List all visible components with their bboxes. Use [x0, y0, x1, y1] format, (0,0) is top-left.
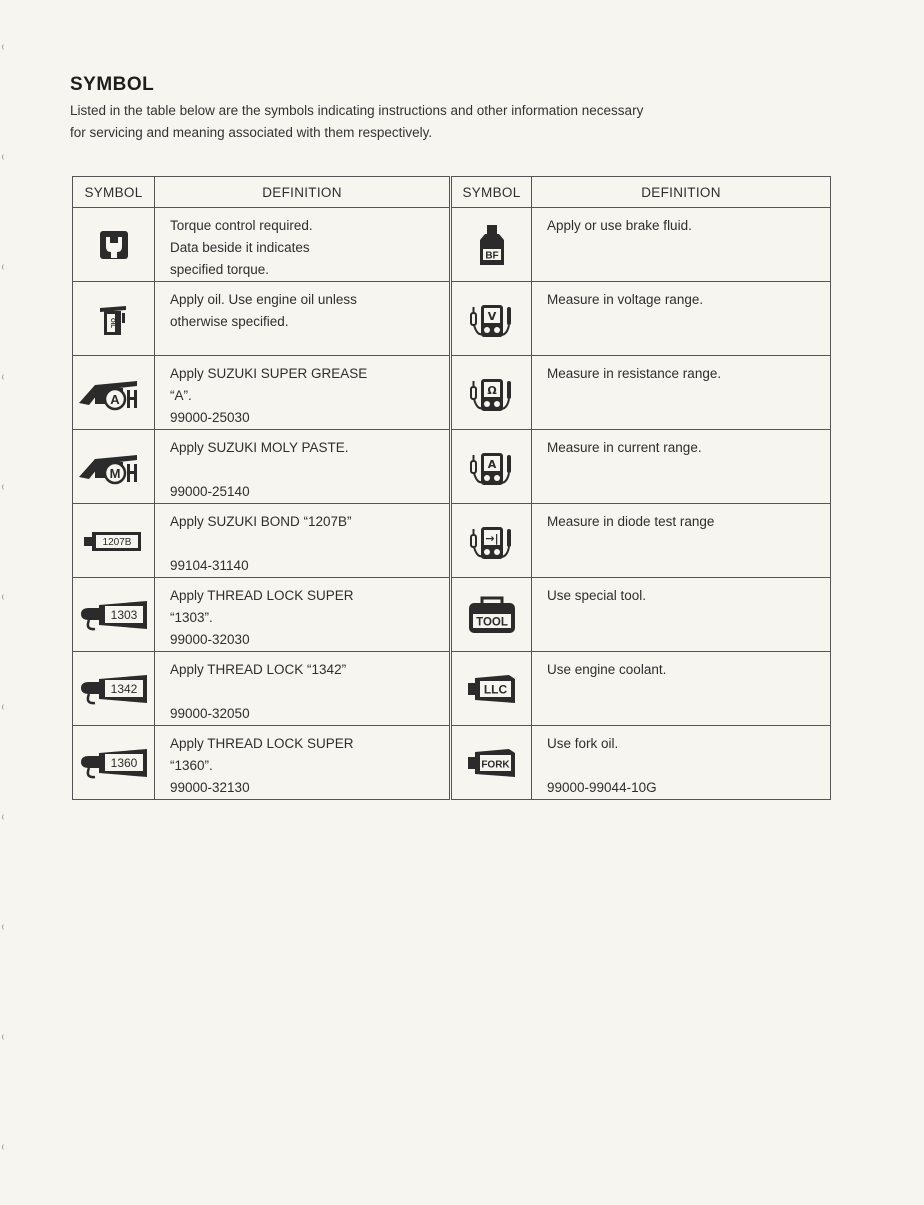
definition-cell	[532, 578, 831, 652]
symbol-cell	[451, 208, 532, 282]
binding-hole-mark	[2, 264, 7, 270]
definition-text	[532, 356, 830, 429]
definition-line: 99000-99044-10G	[547, 780, 657, 795]
definition-text	[155, 652, 449, 725]
binding-hole-mark	[2, 44, 7, 50]
definition-line	[547, 703, 830, 725]
definition-line	[547, 237, 830, 259]
binding-hole-mark	[2, 924, 7, 930]
definition-line	[547, 385, 830, 407]
definition-line	[547, 259, 830, 281]
table-row	[73, 726, 831, 800]
definition-cell	[155, 504, 451, 578]
lock-label: 1342	[110, 681, 137, 696]
symbol-cell	[73, 652, 155, 726]
ammeter-icon	[469, 447, 515, 487]
grease-label: A	[109, 391, 120, 407]
table-row	[73, 208, 831, 282]
definition-line	[170, 459, 449, 481]
symbol-cell	[73, 504, 155, 578]
definition-line: “1360”.	[170, 758, 213, 773]
tube-label: 1207B	[102, 536, 131, 548]
header-definition-right: DEFINITION	[532, 177, 831, 208]
definition-line	[170, 533, 449, 555]
definition-text	[532, 208, 830, 281]
definition-line: 99000-32030	[170, 632, 250, 647]
definition-line: Measure in current range.	[547, 440, 702, 455]
definition-line: Use special tool.	[547, 588, 647, 603]
toolbox-label: TOOL	[475, 616, 508, 628]
symbol-cell	[73, 726, 155, 800]
definition-line	[547, 555, 830, 577]
header-definition-left: DEFINITION	[155, 177, 451, 208]
definition-text	[532, 282, 830, 355]
definition-cell	[155, 578, 451, 652]
definition-text	[155, 578, 449, 651]
brake-fluid-icon	[477, 224, 507, 266]
definition-line	[547, 311, 830, 333]
definition-cell	[155, 652, 451, 726]
definition-cell	[532, 504, 831, 578]
definition-line: 99000-25140	[170, 484, 250, 499]
definition-cell	[532, 356, 831, 430]
symbol-cell	[451, 282, 532, 356]
definition-line: “1303”.	[170, 610, 213, 625]
definition-line: Use engine coolant.	[547, 662, 667, 677]
definition-text	[532, 578, 830, 651]
binding-hole-mark	[2, 374, 7, 380]
thread-lock-1342-icon	[77, 670, 151, 708]
definition-line	[547, 533, 830, 555]
oil-can-icon	[96, 301, 132, 337]
symbol-cell	[73, 208, 155, 282]
definition-cell	[155, 430, 451, 504]
definition-line: otherwise specified.	[170, 314, 289, 329]
definition-cell	[155, 282, 451, 356]
definition-text	[155, 208, 449, 281]
definition-line: 99104-31140	[170, 558, 249, 573]
bond-tube-1207b-icon	[83, 526, 145, 556]
definition-line	[547, 459, 830, 481]
voltmeter-icon	[469, 299, 515, 339]
definition-line: Measure in diode test range	[547, 514, 715, 529]
definition-line: Apply SUZUKI MOLY PASTE.	[170, 440, 349, 455]
symbol-cell	[73, 578, 155, 652]
definition-line: 99000-25030	[170, 410, 250, 425]
binding-hole-mark	[2, 704, 7, 710]
meter-label: A	[487, 457, 496, 471]
header-symbol-left: SYMBOL	[73, 177, 155, 208]
oil-can-label: OIL	[108, 317, 115, 328]
fork-oil-bottle-icon	[467, 746, 517, 780]
definition-line	[547, 607, 830, 629]
definition-line: Apply SUZUKI SUPER GREASE	[170, 366, 368, 381]
definition-text	[532, 726, 830, 799]
symbol-cell	[451, 430, 532, 504]
meter-label: V	[487, 309, 496, 323]
symbol-cell	[451, 652, 532, 726]
header-symbol-right: SYMBOL	[451, 177, 532, 208]
binding-hole-mark	[2, 154, 7, 160]
table-row	[73, 430, 831, 504]
definition-line	[547, 629, 830, 651]
definition-line	[547, 407, 830, 429]
diode-tester-icon	[469, 521, 515, 561]
lock-label: 1303	[110, 607, 137, 622]
definition-line: Measure in resistance range.	[547, 366, 722, 381]
definition-line: Apply THREAD LOCK SUPER	[170, 588, 354, 603]
coolant-bottle-icon	[467, 672, 517, 706]
binding-hole-mark	[2, 594, 7, 600]
definition-line	[170, 333, 449, 355]
definition-cell	[155, 208, 451, 282]
ohmmeter-icon	[469, 373, 515, 413]
definition-line: Apply THREAD LOCK SUPER	[170, 736, 354, 751]
meter-label: Ω	[486, 383, 497, 397]
definition-line: Apply or use brake fluid.	[547, 218, 692, 233]
grease-gun-a-icon	[75, 373, 153, 413]
definition-line: Apply SUZUKI BOND “1207B”	[170, 514, 352, 529]
definition-line	[547, 333, 830, 355]
table-row	[73, 282, 831, 356]
definition-text	[155, 430, 449, 503]
symbol-cell	[451, 356, 532, 430]
definition-text	[532, 652, 830, 725]
bottle-label: BF	[484, 250, 499, 261]
intro-line: for servicing and meaning associated with them respectively.	[70, 125, 433, 140]
definition-text	[532, 430, 830, 503]
intro-line: Listed in the table below are the symbols indicating instructions and other information necessary	[70, 103, 644, 118]
definition-line: Apply THREAD LOCK “1342”	[170, 662, 347, 677]
definition-cell	[155, 356, 451, 430]
definition-text	[155, 356, 449, 429]
meter-label: →|	[484, 531, 499, 545]
definition-text	[532, 504, 830, 577]
binding-hole-mark	[2, 484, 7, 490]
definition-cell	[155, 726, 451, 800]
definition-line: 99000-32130	[170, 780, 250, 795]
definition-line: “A”.	[170, 388, 192, 403]
toolbox-icon	[466, 595, 518, 635]
definition-line: Apply oil. Use engine oil unless	[170, 292, 357, 307]
definition-cell	[532, 282, 831, 356]
definition-line	[547, 681, 830, 703]
definition-line: Data beside it indicates	[170, 240, 310, 255]
definition-line	[547, 755, 830, 777]
canister-label: LLC	[483, 682, 507, 696]
lock-label: 1360	[110, 755, 137, 770]
grease-gun-m-icon	[75, 447, 153, 487]
canister-label: FORK	[480, 759, 510, 770]
table-row	[73, 578, 831, 652]
definition-cell	[532, 208, 831, 282]
symbol-cell	[451, 578, 532, 652]
definition-line: 99000-32050	[170, 706, 250, 721]
definition-cell	[532, 430, 831, 504]
table-row	[73, 652, 831, 726]
page-title: SYMBOL	[70, 74, 155, 95]
definition-cell	[532, 726, 831, 800]
definition-line	[547, 481, 830, 503]
binding-hole-mark	[2, 1144, 7, 1150]
definition-line: Torque control required.	[170, 218, 313, 233]
table-header-row	[73, 177, 831, 208]
binding-hole-mark	[2, 1034, 7, 1040]
symbol-cell	[73, 282, 155, 356]
thread-lock-1303-icon	[77, 596, 151, 634]
intro-paragraph	[70, 100, 850, 144]
table-row	[73, 504, 831, 578]
symbol-cell	[451, 504, 532, 578]
definition-line	[170, 681, 449, 703]
symbol-table	[72, 176, 831, 800]
symbol-cell	[73, 430, 155, 504]
table-row	[73, 356, 831, 430]
definition-text	[155, 726, 449, 799]
definition-line: Measure in voltage range.	[547, 292, 704, 307]
thread-lock-1360-icon	[77, 744, 151, 782]
definition-text	[155, 282, 449, 355]
symbol-cell	[73, 356, 155, 430]
definition-line: specified torque.	[170, 262, 270, 277]
binding-hole-mark	[2, 814, 7, 820]
definition-text	[155, 504, 449, 577]
grease-label: M	[109, 465, 120, 481]
definition-cell	[532, 652, 831, 726]
definition-line: Use fork oil.	[547, 736, 619, 751]
torque-wrench-icon	[99, 230, 129, 260]
symbol-cell	[451, 726, 532, 800]
